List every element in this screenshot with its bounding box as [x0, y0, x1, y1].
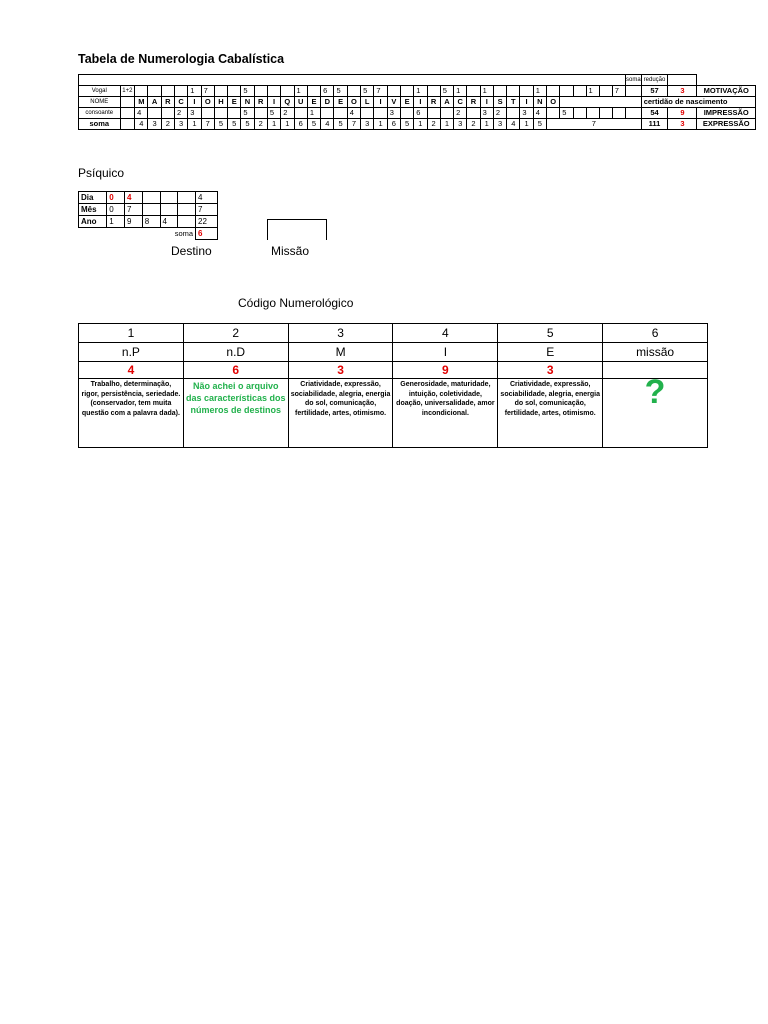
consoante-cell: 4	[135, 108, 148, 119]
soma-cell: 6	[387, 119, 400, 130]
dia-cell	[178, 192, 196, 204]
codigo-label-row	[79, 343, 708, 362]
consoante-cell	[148, 108, 161, 119]
soma-cell: 1	[480, 119, 493, 130]
consoante-cell	[334, 108, 347, 119]
psi-soma-label: soma	[174, 229, 194, 239]
consoante-cell: 6	[414, 108, 427, 119]
soma-cell: 5	[228, 119, 241, 130]
nome-letter: E	[307, 97, 320, 108]
consoante-cell	[214, 108, 227, 119]
codigo-title: Código Numerológico	[238, 296, 354, 310]
nome-desc: certidão de nascimento	[641, 97, 755, 108]
nome-letter: N	[241, 97, 254, 108]
soma-cell: 1	[440, 119, 453, 130]
vogal-cell	[254, 86, 267, 97]
ano-total: 22	[196, 216, 218, 228]
nome-letter: E	[228, 97, 241, 108]
nome-letter: C	[174, 97, 187, 108]
missao-box	[267, 219, 327, 240]
nome-letter: N	[533, 97, 546, 108]
vogal-cell: 5	[361, 86, 374, 97]
soma-cell: 3	[148, 119, 161, 130]
vogal-cell	[626, 86, 642, 97]
soma-cell: 5	[334, 119, 347, 130]
soma-cell: 3	[454, 119, 467, 130]
codigo-column: 4	[393, 324, 498, 343]
vogal-cell: 5	[440, 86, 453, 97]
consoante-row	[79, 108, 756, 119]
codigo-desc: Criatividade, expressão, sociabilidade, alegria, energia do sol, comunicação, fertilidade, artes, otimismo.	[288, 379, 393, 448]
header-blank	[79, 75, 626, 86]
soma-cell: 6	[294, 119, 307, 130]
vogal-note: 1+2	[120, 86, 135, 97]
soma-cell: 4	[507, 119, 520, 130]
consoante-cell: 5	[267, 108, 280, 119]
vogal-cell	[467, 86, 480, 97]
psi-soma-row	[79, 228, 218, 240]
nome-letter: I	[480, 97, 493, 108]
consoante-cell	[228, 108, 241, 119]
codigo-number: 3	[288, 362, 393, 379]
dia-cell	[142, 192, 160, 204]
consoante-cell	[573, 108, 586, 119]
codigo-number: 3	[498, 362, 603, 379]
mes-row	[79, 204, 218, 216]
nome-letter: R	[427, 97, 440, 108]
soma-cell: 7	[547, 119, 642, 130]
psiquico-table	[78, 191, 218, 240]
consoante-cell: 3	[188, 108, 201, 119]
soma-cell: 4	[135, 119, 148, 130]
vogal-cell	[547, 86, 560, 97]
vogal-cell: 5	[241, 86, 254, 97]
consoante-sum: 54	[641, 108, 668, 119]
soma-cell: 5	[241, 119, 254, 130]
vogal-cell: 1	[294, 86, 307, 97]
codigo-label: M	[288, 343, 393, 362]
missao-label: Missão	[271, 244, 310, 258]
codigo-column: 1	[79, 324, 184, 343]
mes-cell	[160, 204, 178, 216]
nome-letter: O	[347, 97, 360, 108]
vogal-cell	[267, 86, 280, 97]
codigo-desc: Criatividade, expressão, sociabilidade, alegria, energia do sol, comunicação, fertilidade, artes, otimismo.	[498, 379, 603, 448]
codigo-table	[78, 323, 708, 448]
header-row	[79, 75, 756, 86]
consoante-cell	[612, 108, 625, 119]
consoante-cell: 2	[174, 108, 187, 119]
vogal-desc: MOTIVAÇÃO	[697, 86, 756, 97]
consoante-cell: 2	[454, 108, 467, 119]
mes-cell: 0	[107, 204, 125, 216]
nome-letter: R	[161, 97, 174, 108]
nome-letter: L	[361, 97, 374, 108]
vogal-cell: 7	[612, 86, 625, 97]
vogal-cell	[307, 86, 320, 97]
soma-row	[79, 119, 756, 130]
nome-blank	[120, 97, 135, 108]
dia-cell: 0	[107, 192, 125, 204]
consoante-blank	[120, 108, 135, 119]
soma-sum: 111	[641, 119, 668, 130]
mes-cell	[178, 204, 196, 216]
vogal-cell	[135, 86, 148, 97]
vogal-cell	[427, 86, 440, 97]
dia-cell: 4	[124, 192, 142, 204]
nome-letter: A	[148, 97, 161, 108]
nome-letter: O	[201, 97, 214, 108]
nome-letter: V	[387, 97, 400, 108]
header-desc	[668, 75, 697, 86]
page-title: Tabela de Numerologia Cabalística	[78, 52, 285, 66]
vogal-cell	[599, 86, 612, 97]
mes-label: Mês	[79, 204, 107, 216]
destino-label: Destino	[171, 244, 212, 258]
soma-cell: 5	[307, 119, 320, 130]
vogal-cell: 6	[321, 86, 334, 97]
codigo-desc: Não achei o arquivo das características dos números de destinos	[183, 379, 288, 448]
soma-cell: 3	[174, 119, 187, 130]
soma-cell: 2	[427, 119, 440, 130]
vogal-cell	[387, 86, 400, 97]
mes-cell: 7	[124, 204, 142, 216]
codigo-number: 6	[183, 362, 288, 379]
vogal-cell: 1	[414, 86, 427, 97]
codigo-column: 3	[288, 324, 393, 343]
vogal-cell: 1	[188, 86, 201, 97]
soma-cell: 1	[281, 119, 294, 130]
psiquico-label: Psíquico	[78, 166, 125, 180]
nome-letter: R	[467, 97, 480, 108]
soma-cell: 1	[188, 119, 201, 130]
consoante-cell: 2	[281, 108, 294, 119]
soma-cell: 5	[401, 119, 414, 130]
vogal-cell	[520, 86, 533, 97]
consoante-cell	[467, 108, 480, 119]
header-soma: soma	[626, 75, 642, 86]
vogal-reduction: 3	[668, 86, 697, 97]
ano-cell: 9	[124, 216, 142, 228]
ano-cell: 4	[160, 216, 178, 228]
nome-letter: O	[547, 97, 560, 108]
vogal-cell	[228, 86, 241, 97]
vogal-cell: 1	[586, 86, 599, 97]
vogal-cell: 1	[480, 86, 493, 97]
dia-cell	[160, 192, 178, 204]
vogal-cell	[493, 86, 506, 97]
consoante-cell	[294, 108, 307, 119]
consoante-cell	[321, 108, 334, 119]
codigo-number-row	[79, 362, 708, 379]
soma-cell: 1	[520, 119, 533, 130]
nome-letter: I	[520, 97, 533, 108]
nome-letter: C	[454, 97, 467, 108]
soma-cell: 3	[493, 119, 506, 130]
consoante-cell	[401, 108, 414, 119]
dia-total: 4	[196, 192, 218, 204]
numerology-table	[78, 74, 756, 130]
soma-desc: EXPRESSÃO	[697, 119, 756, 130]
soma-cell: 3	[361, 119, 374, 130]
soma-blank	[120, 119, 135, 130]
vogal-cell	[573, 86, 586, 97]
nome-letter: E	[401, 97, 414, 108]
consoante-cell: 4	[347, 108, 360, 119]
consoante-cell	[374, 108, 387, 119]
codigo-column-row	[79, 324, 708, 343]
nome-letter: H	[214, 97, 227, 108]
ano-label: Ano	[79, 216, 107, 228]
consoante-cell	[547, 108, 560, 119]
vogal-sum: 57	[641, 86, 668, 97]
nome-letter: T	[507, 97, 520, 108]
consoante-cell	[440, 108, 453, 119]
consoante-cell	[254, 108, 267, 119]
consoante-cell	[626, 108, 642, 119]
consoante-cell	[599, 108, 612, 119]
soma-cell: 5	[214, 119, 227, 130]
codigo-desc-missao	[603, 373, 708, 448]
soma-cell: 1	[374, 119, 387, 130]
ano-cell	[178, 216, 196, 228]
soma-cell: 7	[201, 119, 214, 130]
nome-letter: S	[493, 97, 506, 108]
header-reducao: redução	[641, 75, 668, 86]
vogal-cell	[281, 86, 294, 97]
soma-cell: 7	[347, 119, 360, 130]
soma-cell: 2	[254, 119, 267, 130]
codigo-label: n.D	[183, 343, 288, 362]
nome-label: NOME	[79, 97, 121, 108]
soma-cell: 1	[414, 119, 427, 130]
codigo-desc: Trabalho, determinação, rigor, persistência, seriedade. (conservador, tem muita questão com a palavra dada).	[79, 379, 184, 448]
vogal-cell	[507, 86, 520, 97]
vogal-cell: 7	[201, 86, 214, 97]
vogal-cell	[347, 86, 360, 97]
soma-reduction: 3	[668, 119, 697, 130]
vogal-cell	[401, 86, 414, 97]
consoante-cell: 2	[493, 108, 506, 119]
vogal-cell	[161, 86, 174, 97]
codigo-label: I	[393, 343, 498, 362]
nome-letter: I	[267, 97, 280, 108]
soma-cell: 2	[161, 119, 174, 130]
mes-cell	[142, 204, 160, 216]
consoante-cell: 3	[520, 108, 533, 119]
consoante-cell	[201, 108, 214, 119]
consoante-cell	[361, 108, 374, 119]
consoante-cell	[161, 108, 174, 119]
nome-letter: I	[414, 97, 427, 108]
consoante-cell: 3	[387, 108, 400, 119]
vogal-label: Vogal	[79, 86, 121, 97]
codigo-column: 5	[498, 324, 603, 343]
vogal-row	[79, 86, 756, 97]
nome-letter: D	[321, 97, 334, 108]
nome-letter: Q	[281, 97, 294, 108]
codigo-desc-row	[79, 379, 708, 448]
nome-letter: R	[254, 97, 267, 108]
consoante-cell: 5	[241, 108, 254, 119]
ano-cell: 1	[107, 216, 125, 228]
dia-label: Dia	[79, 192, 107, 204]
question-mark: ?	[644, 373, 666, 411]
consoante-cell: 5	[560, 108, 573, 119]
nome-letter: U	[294, 97, 307, 108]
nome-row	[79, 97, 756, 108]
consoante-cell	[586, 108, 599, 119]
nome-letter: A	[440, 97, 453, 108]
dia-row	[79, 192, 218, 204]
psi-soma-value: 6	[196, 228, 218, 240]
nome-letter	[560, 97, 641, 108]
consoante-reduction: 9	[668, 108, 697, 119]
codigo-label: missão	[603, 343, 708, 362]
codigo-desc: Generosidade, maturidade, intuição, coletividade, doação, universalidade, amor incondicional.	[393, 379, 498, 448]
codigo-number: 9	[393, 362, 498, 379]
codigo-column: 6	[603, 324, 708, 343]
codigo-label: n.P	[79, 343, 184, 362]
soma-cell: 5	[533, 119, 546, 130]
vogal-cell	[174, 86, 187, 97]
soma-label: soma	[79, 119, 121, 130]
consoante-cell	[427, 108, 440, 119]
consoante-cell: 1	[307, 108, 320, 119]
ano-row	[79, 216, 218, 228]
mes-total: 7	[196, 204, 218, 216]
codigo-column: 2	[183, 324, 288, 343]
codigo-number: 4	[79, 362, 184, 379]
vogal-cell: 1	[454, 86, 467, 97]
consoante-cell: 3	[480, 108, 493, 119]
soma-cell: 4	[321, 119, 334, 130]
nome-letter: M	[135, 97, 148, 108]
ano-cell: 8	[142, 216, 160, 228]
vogal-cell: 5	[334, 86, 347, 97]
codigo-label: E	[498, 343, 603, 362]
vogal-cell: 1	[533, 86, 546, 97]
consoante-label: consoante	[79, 108, 121, 119]
nome-letter: E	[334, 97, 347, 108]
consoante-cell	[507, 108, 520, 119]
consoante-desc: IMPRESSÃO	[697, 108, 756, 119]
vogal-cell	[148, 86, 161, 97]
nome-letter: I	[188, 97, 201, 108]
consoante-cell: 4	[533, 108, 546, 119]
vogal-cell	[214, 86, 227, 97]
nome-letter: I	[374, 97, 387, 108]
vogal-cell: 7	[374, 86, 387, 97]
soma-cell: 1	[267, 119, 280, 130]
vogal-cell	[560, 86, 573, 97]
soma-cell: 2	[467, 119, 480, 130]
